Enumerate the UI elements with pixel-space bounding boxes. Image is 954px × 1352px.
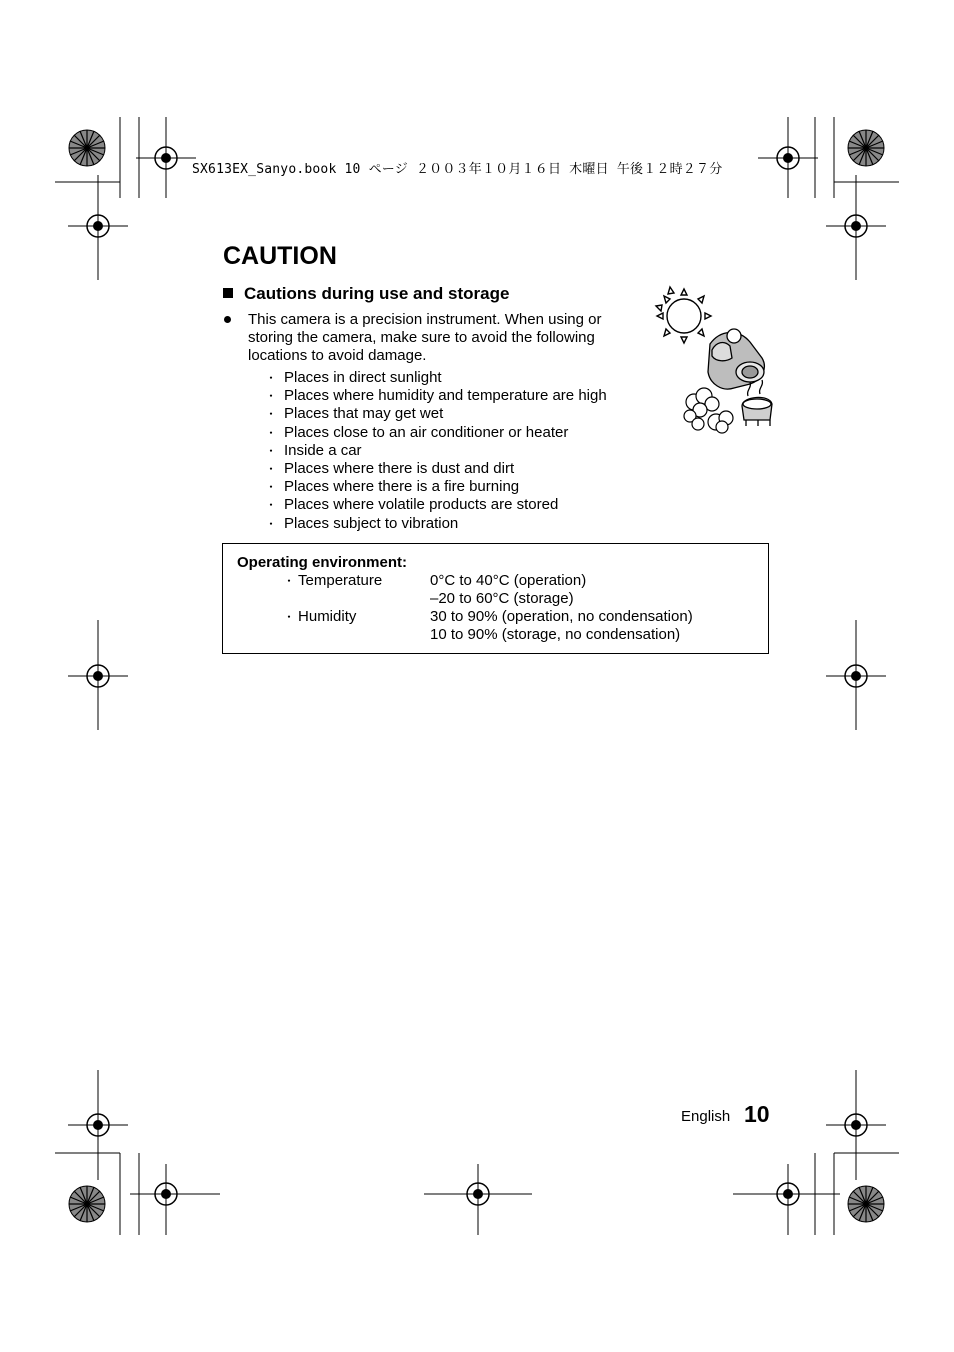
section-heading [223,284,509,304]
list-item: ・ Inside a car [268,442,607,460]
list-item: ・ Places in direct sunlight [268,369,607,387]
list-item: ・ Places close to an air conditioner or heater [268,424,607,442]
list-item: ・ Places where there is a fire burning [268,478,607,496]
bullet-dot-icon [224,316,231,323]
temperature-operation: 0°C to 40°C (operation) [430,572,587,589]
temperature-label: ・ Temperature [283,572,382,590]
sunlight-camera-illustration [650,284,780,436]
operating-environment-title: Operating environment: [237,554,408,571]
list-item: ・ Places that may get wet [268,405,607,423]
intro-paragraph [223,311,623,365]
list-item: ・ Places where volatile products are stored [268,496,607,514]
page-title: CAUTION [223,242,337,270]
footer-language: English [681,1108,731,1125]
humidity-operation: 30 to 90% (operation, no condensation) [430,608,693,625]
places-list [268,369,607,533]
section-heading-text: Cautions during use and storage [244,284,510,303]
list-item: ・ Places where there is dust and dirt [268,460,607,478]
humidity-label: ・ Humidity [283,608,356,626]
humidity-storage: 10 to 90% (storage, no condensation) [430,626,681,643]
printer-slug-line: SX613EX_Sanyo.book 10 ページ ２００３年１０月１６日 木曜日 午後１２時２７分 [192,162,723,177]
square-bullet-icon [223,288,233,298]
list-item: ・ Places where humidity and temperature are high [268,387,607,405]
page-number: 10 [744,1101,770,1127]
operating-environment-box [222,543,769,654]
temperature-storage: –20 to 60°C (storage) [430,590,574,607]
list-item: ・ Places subject to vibration [268,515,607,533]
intro-text: This camera is a precision instrument. When using or storing the camera, make sure to avoid the following locations to avoid damage. [248,311,602,364]
